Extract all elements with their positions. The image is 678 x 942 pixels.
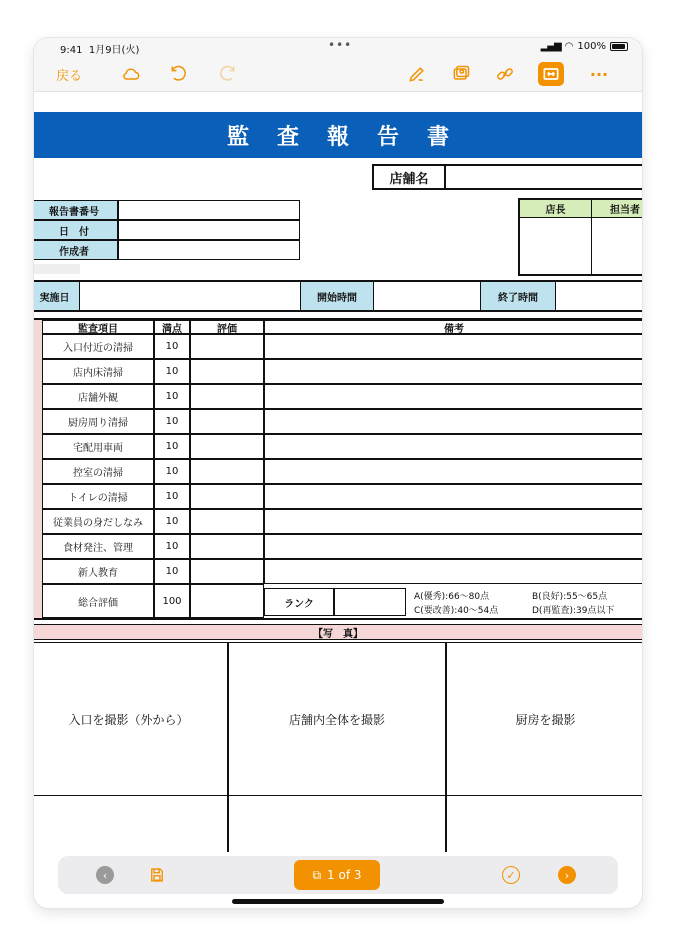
wifi-icon: ◠ [564, 41, 574, 52]
status-right [541, 41, 628, 52]
item-score[interactable] [190, 534, 264, 559]
item-score[interactable] [190, 409, 264, 434]
item-name: 宅配用車両 [42, 434, 154, 459]
item-max: 10 [154, 434, 190, 459]
page-bar [58, 856, 618, 894]
item-name: 厨房周り清掃 [42, 409, 154, 434]
total-score[interactable] [190, 584, 264, 618]
item-max: 10 [154, 334, 190, 359]
item-name: 従業員の身だしなみ [42, 509, 154, 534]
photo-store-interior[interactable]: 店舗内全体を撮影 [228, 642, 446, 796]
back-button[interactable]: 戻る [56, 68, 83, 84]
store-name-field[interactable] [444, 164, 642, 190]
header-item: 監査項目 [42, 320, 154, 334]
item-max: 10 [154, 484, 190, 509]
checkmark-icon[interactable]: ✓ [502, 866, 520, 884]
item-score[interactable] [190, 334, 264, 359]
staff-label: 担当者 [592, 200, 642, 218]
item-name: 新人教育 [42, 559, 154, 584]
header-max: 満点 [154, 320, 190, 334]
photo-slot[interactable] [34, 796, 228, 852]
status-time: 9:41 1月9日(火) [60, 45, 140, 56]
battery-icon [610, 42, 628, 51]
item-score[interactable] [190, 509, 264, 534]
toolbar [34, 58, 642, 92]
item-remarks[interactable] [264, 484, 642, 509]
total-label: 総合評価 [42, 584, 154, 618]
date-label: 日 付 [34, 220, 118, 240]
total-max: 100 [154, 584, 190, 618]
item-remarks[interactable] [264, 534, 642, 559]
photo-kitchen[interactable]: 厨房を撮影 [446, 642, 642, 796]
item-remarks[interactable] [264, 509, 642, 534]
next-page-icon[interactable]: › [558, 866, 576, 884]
more-icon[interactable]: ··· [589, 64, 609, 84]
multitask-dots[interactable]: ••• [328, 38, 353, 52]
item-remarks[interactable] [264, 409, 642, 434]
item-max: 10 [154, 359, 190, 384]
item-name: 入口付近の清掃 [42, 334, 154, 359]
start-time-label: 開始時間 [300, 282, 374, 310]
end-time-label: 終了時間 [480, 282, 556, 310]
battery-percent: 100% [577, 41, 606, 52]
item-score[interactable] [190, 559, 264, 584]
photo-add-icon[interactable] [448, 62, 474, 86]
markup-icon[interactable] [404, 62, 430, 86]
photo-entrance[interactable]: 入口を撮影（外から） [34, 642, 228, 796]
document-title: 監査報告書 [34, 112, 642, 158]
item-score[interactable] [190, 384, 264, 409]
signal-icon: ▂▄▆ [540, 41, 561, 52]
author-field[interactable] [118, 240, 300, 260]
item-max: 10 [154, 384, 190, 409]
resize-icon[interactable] [538, 62, 564, 86]
photo-header: 【写 真】 [34, 624, 642, 640]
pages-icon: ⧉ [312, 867, 322, 882]
blank-note [34, 264, 80, 274]
item-remarks[interactable] [264, 559, 642, 584]
photo-slot[interactable] [228, 796, 446, 852]
link-icon[interactable] [492, 62, 518, 86]
item-name: 店内床清掃 [42, 359, 154, 384]
photo-slot[interactable] [446, 796, 642, 852]
item-score[interactable] [190, 359, 264, 384]
item-score[interactable] [190, 459, 264, 484]
item-max: 10 [154, 559, 190, 584]
item-score[interactable] [190, 434, 264, 459]
page-indicator[interactable] [294, 860, 380, 890]
cloud-icon[interactable] [118, 62, 144, 86]
rank-legend-b: B(良好):55～65点 [532, 591, 608, 602]
item-max: 10 [154, 509, 190, 534]
report-number-field[interactable] [118, 200, 300, 220]
sign-divider [591, 218, 592, 274]
exec-date-label: 実施日 [34, 282, 80, 310]
undo-icon[interactable] [166, 62, 192, 86]
item-remarks[interactable] [264, 384, 642, 409]
header-remarks: 備考 [264, 320, 642, 334]
save-icon[interactable] [148, 865, 166, 885]
report-number-label: 報告書番号 [34, 200, 118, 220]
item-name: 控室の清掃 [42, 459, 154, 484]
item-name: 店舗外観 [42, 384, 154, 409]
date-field[interactable] [118, 220, 300, 240]
ipad-frame [34, 38, 642, 908]
item-max: 10 [154, 459, 190, 484]
home-indicator [232, 899, 444, 904]
rank-legend [414, 588, 642, 616]
item-name: トイレの清掃 [42, 484, 154, 509]
manager-label: 店長 [520, 200, 592, 218]
rank-legend-c: C(要改善):40～54点 [414, 605, 499, 616]
item-remarks[interactable] [264, 434, 642, 459]
item-score[interactable] [190, 484, 264, 509]
rank-legend-d: D(再監査):39点以下 [532, 605, 615, 616]
item-max: 10 [154, 409, 190, 434]
rank-field[interactable] [334, 588, 406, 616]
author-label: 作成者 [34, 240, 118, 260]
pdf-document [34, 92, 642, 852]
rank-legend-a: A(優秀):66～80点 [414, 591, 490, 602]
item-remarks[interactable] [264, 334, 642, 359]
table-pink-strip [34, 320, 42, 618]
status-bar [34, 38, 642, 58]
item-remarks[interactable] [264, 359, 642, 384]
store-name-label: 店舗名 [372, 164, 446, 190]
redo-icon[interactable] [214, 62, 240, 86]
page-indicator-text: 1 of 3 [327, 868, 362, 882]
header-score: 評価 [190, 320, 264, 334]
item-name: 食材発注、管理 [42, 534, 154, 559]
prev-page-icon[interactable]: ‹ [96, 866, 114, 884]
item-remarks[interactable] [264, 459, 642, 484]
rank-label: ランク [264, 588, 334, 616]
item-max: 10 [154, 534, 190, 559]
